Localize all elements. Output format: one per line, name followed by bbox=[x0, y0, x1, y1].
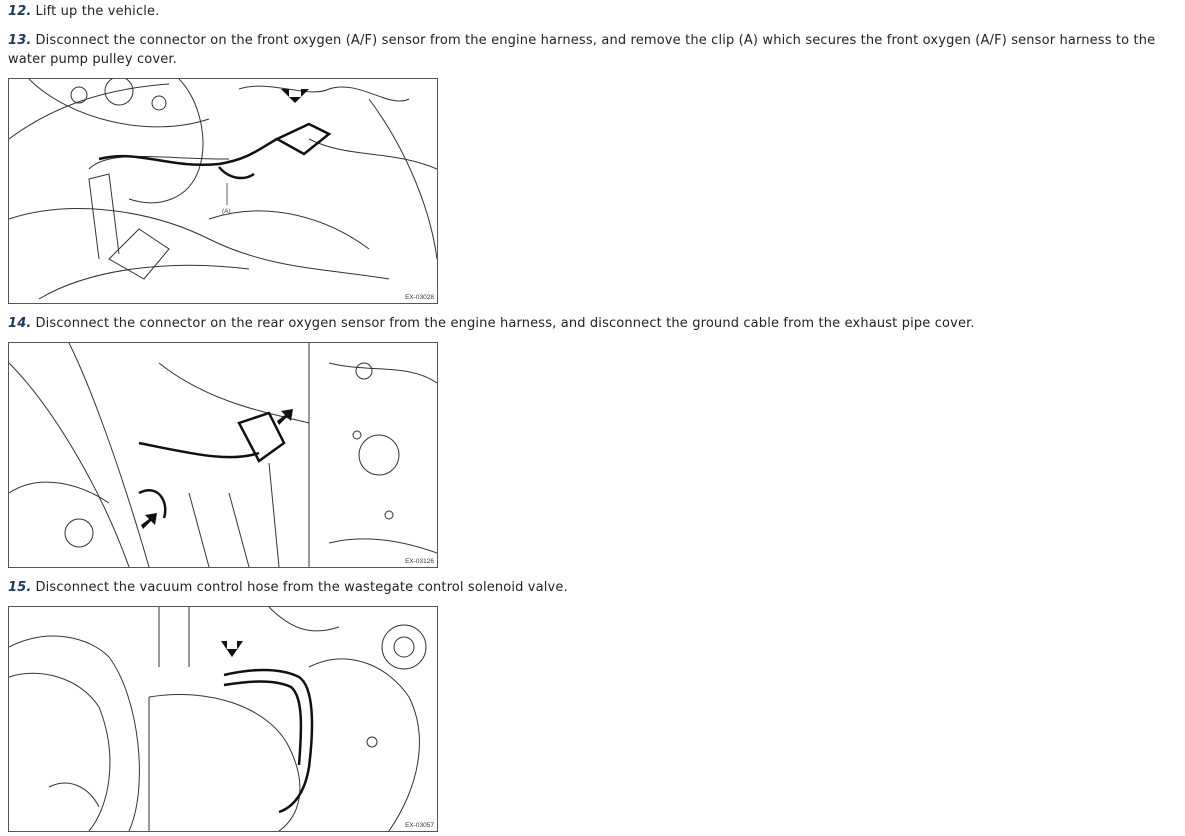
figure-code: EX-03126 bbox=[405, 558, 434, 565]
step-text: Disconnect the vacuum control hose from the wastegate control solenoid valve. bbox=[35, 580, 568, 595]
engine-illustration bbox=[9, 79, 437, 303]
step-14 bbox=[8, 314, 1178, 333]
engine-illustration bbox=[9, 607, 437, 831]
step-number: 12. bbox=[8, 4, 32, 19]
step-text: Lift up the vehicle. bbox=[35, 4, 160, 19]
step-15 bbox=[8, 578, 1178, 597]
callout-a-label: (A) bbox=[222, 208, 231, 215]
step-number: 14. bbox=[8, 316, 32, 331]
figure-code: EX-03057 bbox=[405, 822, 434, 829]
figure-front-oxygen-sensor bbox=[8, 78, 438, 304]
figure-code: EX-03028 bbox=[405, 294, 434, 301]
engine-illustration bbox=[9, 343, 437, 567]
figure-vacuum-control-hose bbox=[8, 606, 438, 832]
step-text: Disconnect the connector on the rear oxygen sensor from the engine harness, and disconnect the ground cable from the exhaust pipe cover. bbox=[35, 316, 975, 331]
step-text: Disconnect the connector on the front oxygen (A/F) sensor from the engine harness, and remove the clip (A) which secures the front oxygen (A/F) sensor harness to the water pump pulley cover. bbox=[8, 33, 1156, 67]
step-number: 15. bbox=[8, 580, 32, 595]
step-number: 13. bbox=[8, 33, 32, 48]
figure-rear-oxygen-sensor bbox=[8, 342, 438, 568]
step-12 bbox=[8, 2, 1178, 21]
step-13 bbox=[8, 31, 1178, 69]
